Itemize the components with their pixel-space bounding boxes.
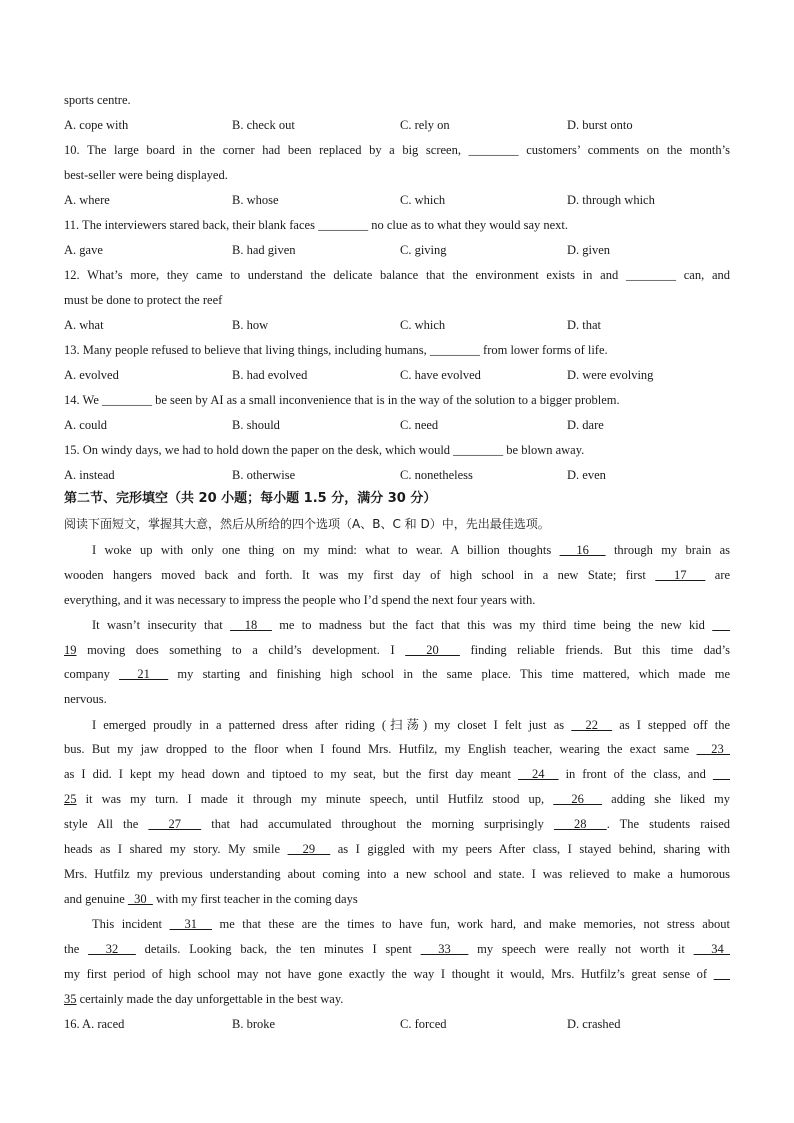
passage-text: details. Looking back, the ten minutes I spent	[144, 942, 412, 956]
q13-option-d[interactable]: D. were evolving	[567, 368, 654, 382]
passage-text: the	[64, 942, 80, 956]
passage-text: are	[714, 568, 731, 582]
blank-33[interactable]: 33	[420, 942, 469, 956]
passage-text: as I did. I kept my head down and tiptoed to my seat, but the first day meant	[64, 767, 511, 781]
q12-stem-line2: must be done to protect the reef	[64, 293, 223, 307]
q12-option-a[interactable]: A. what	[64, 318, 104, 332]
q14-stem: 14. We ________ be seen by AI as a small inconvenience that is in the way of the solution to a bigger problem.	[64, 393, 620, 407]
q15-stem: 15. On windy days, we had to hold down the paper on the desk, which would ________ be blown away.	[64, 443, 585, 457]
q10-stem-line1: 10. The large board in the corner had been replaced by a big screen, ________ customers’ comments on the month’s	[64, 143, 730, 157]
passage-text: through my brain as	[613, 543, 730, 557]
blank-29[interactable]: 29	[287, 842, 331, 856]
passage-line-11	[64, 791, 730, 807]
passage-text: finding reliable friends. But this time dad’s	[470, 643, 730, 657]
blank-30[interactable]: 30	[127, 892, 153, 906]
blank-21[interactable]: 21	[119, 667, 169, 681]
passage-line-18	[64, 966, 730, 982]
passage-line-19	[64, 991, 730, 1007]
q10-option-c[interactable]: C. which	[400, 193, 446, 207]
blank-32[interactable]: 32	[88, 942, 136, 956]
passage-line-6	[64, 666, 730, 682]
blank-35-start[interactable]	[714, 967, 730, 981]
passage-text: with my first teacher in the coming days	[156, 892, 358, 906]
q11-option-b[interactable]: B. had given	[232, 243, 296, 257]
passage-text: me to madness but the fact that this was my third time being the new kid	[279, 618, 705, 632]
passage-text: my first period of high school may not have gone exactly the way I thought it would, Mrs. Hutfilz’s great sense of	[64, 967, 708, 981]
passage-text: moving does something to a child’s development. I	[87, 643, 395, 657]
q12-option-d[interactable]: D. that	[567, 318, 602, 332]
blank-19-start[interactable]	[712, 618, 730, 632]
q11-option-d[interactable]: D. given	[567, 243, 611, 257]
passage-text: I woke up with only one thing on my mind: what to wear. A billion thoughts	[92, 543, 552, 557]
passage-text: and genuine	[64, 892, 125, 906]
passage-text: bus. But my jaw dropped to the floor when I found Mrs. Hutfilz, my English teacher, wearing the exact same	[64, 742, 690, 756]
q15-option-c[interactable]: C. nonetheless	[400, 468, 473, 482]
blank-20[interactable]: 20	[405, 643, 460, 657]
passage-line-12	[64, 816, 730, 832]
q12-option-b[interactable]: B. how	[232, 318, 269, 332]
blank-22[interactable]: 22	[571, 718, 613, 732]
q9-option-a[interactable]: A. cope with	[64, 118, 129, 132]
blank-27[interactable]: 27	[148, 817, 202, 831]
q11-option-a[interactable]: A. gave	[64, 243, 103, 257]
passage-line-3: everything, and it was necessary to impress the people who I’d spend the next four years with.	[64, 593, 536, 607]
passage-text: my starting and finishing high school in the same place. This time mattered, which made me	[177, 667, 731, 681]
q9-option-b[interactable]: B. check out	[232, 118, 295, 132]
q14-option-a[interactable]: A. could	[64, 418, 108, 432]
q15-option-d[interactable]: D. even	[567, 468, 606, 482]
passage-text: This incident	[92, 917, 162, 931]
passage-line-9	[64, 741, 730, 757]
passage-text: company	[64, 667, 110, 681]
passage-text: as I giggled with my peers After class, I stayed behind, sharing with	[337, 842, 731, 856]
q16-option-c[interactable]: C. forced	[400, 1017, 447, 1031]
passage-line-17	[64, 941, 730, 957]
q16-option-b[interactable]: B. broke	[232, 1017, 276, 1031]
passage-text: me that these are the times to have fun, work hard, and make memories, not stress about	[219, 917, 730, 931]
passage-text: my speech were really not worth it	[477, 942, 685, 956]
passage-text: wooden hangers moved back and forth. It was my first day of high school in a new State; first	[64, 568, 646, 582]
q10-option-a[interactable]: A. where	[64, 193, 110, 207]
q13-option-b[interactable]: B. had evolved	[232, 368, 308, 382]
passage-line-5	[64, 642, 730, 658]
passage-line-2	[64, 567, 730, 583]
blank-19[interactable]: 19	[64, 643, 77, 657]
blank-23[interactable]: 23	[696, 742, 731, 756]
q11-stem: 11. The interviewers stared back, their blank faces ________ no clue as to what they would say next.	[64, 218, 569, 232]
passage-line-8	[64, 717, 730, 733]
q16-option-a[interactable]: 16. A. raced	[64, 1017, 125, 1031]
passage-line-14: Mrs. Hutfilz my previous understanding about coming into a new school and state. I was relieved to make a humorous	[64, 867, 730, 881]
q14-option-d[interactable]: D. dare	[567, 418, 604, 432]
passage-text: in front of the class, and	[565, 767, 706, 781]
blank-28[interactable]: 28	[553, 817, 607, 831]
passage-text: It wasn’t insecurity that	[92, 618, 223, 632]
passage-text: certainly made the day unforgettable in the best way.	[79, 992, 344, 1006]
passage-text: it was my turn. I made it through my minute speech, until Hutfilz stood up,	[85, 792, 545, 806]
q10-option-d[interactable]: D. through which	[567, 193, 655, 207]
passage-text: . The students raised	[606, 817, 731, 831]
blank-25-start[interactable]	[713, 767, 730, 781]
q13-stem: 13. Many people refused to believe that living things, including humans, ________ from lower forms of life.	[64, 343, 608, 357]
passage-text: I emerged proudly in a patterned dress after riding (扫荡) my closet I felt just as	[92, 718, 565, 732]
q11-option-c[interactable]: C. giving	[400, 243, 447, 257]
q10-option-b[interactable]: B. whose	[232, 193, 279, 207]
section-title: 第二节、完形填空（共 20 小题；每小题 1.5 分，满分 30 分）	[64, 491, 437, 506]
passage-text: that had accumulated throughout the morning surprisingly	[211, 817, 544, 831]
q16-option-d[interactable]: D. crashed	[567, 1017, 621, 1031]
blank-31[interactable]: 31	[169, 917, 212, 931]
passage-text: heads as I shared my story. My smile	[64, 842, 281, 856]
blank-18[interactable]: 18	[230, 618, 272, 632]
blank-24[interactable]: 24	[517, 767, 559, 781]
passage-line-13	[64, 841, 730, 857]
q15-option-b[interactable]: B. otherwise	[232, 468, 296, 482]
q13-option-c[interactable]: C. have evolved	[400, 368, 481, 382]
passage-line-10	[64, 766, 730, 782]
passage-line-7: nervous.	[64, 692, 107, 706]
blank-26[interactable]: 26	[553, 792, 603, 806]
q12-stem-line1: 12. What’s more, they came to understand the delicate balance that the environment exists in and ________ can, and	[64, 268, 730, 282]
blank-25[interactable]: 25	[64, 792, 77, 806]
passage-line-4	[64, 617, 730, 633]
blank-17[interactable]: 17	[655, 568, 706, 582]
q12-option-c[interactable]: C. which	[400, 318, 446, 332]
q13-option-a[interactable]: A. evolved	[64, 368, 119, 382]
q9-option-c[interactable]: C. rely on	[400, 118, 450, 132]
blank-16[interactable]: 16	[559, 543, 606, 557]
q15-option-a[interactable]: A. instead	[64, 468, 115, 482]
q10-stem-line2: best-seller were being displayed.	[64, 168, 228, 182]
q9-option-d[interactable]: D. burst onto	[567, 118, 633, 132]
q14-option-b[interactable]: B. should	[232, 418, 280, 432]
q14-option-c[interactable]: C. need	[400, 418, 439, 432]
section-instruction: 阅读下面短文，掌握其大意，然后从所给的四个选项（A、B、C 和 D）中，先出最佳选项。	[64, 517, 550, 531]
passage-line-15	[64, 891, 730, 907]
passage-line-1	[64, 542, 730, 558]
passage-text: adding she liked my	[611, 792, 731, 806]
blank-34[interactable]: 34	[693, 942, 731, 956]
passage-text: as I stepped off the	[619, 718, 731, 732]
passage-line-16	[64, 916, 730, 932]
passage-text: style All the	[64, 817, 139, 831]
q9-tail: sports centre.	[64, 93, 131, 107]
blank-35[interactable]: 35	[64, 992, 77, 1006]
